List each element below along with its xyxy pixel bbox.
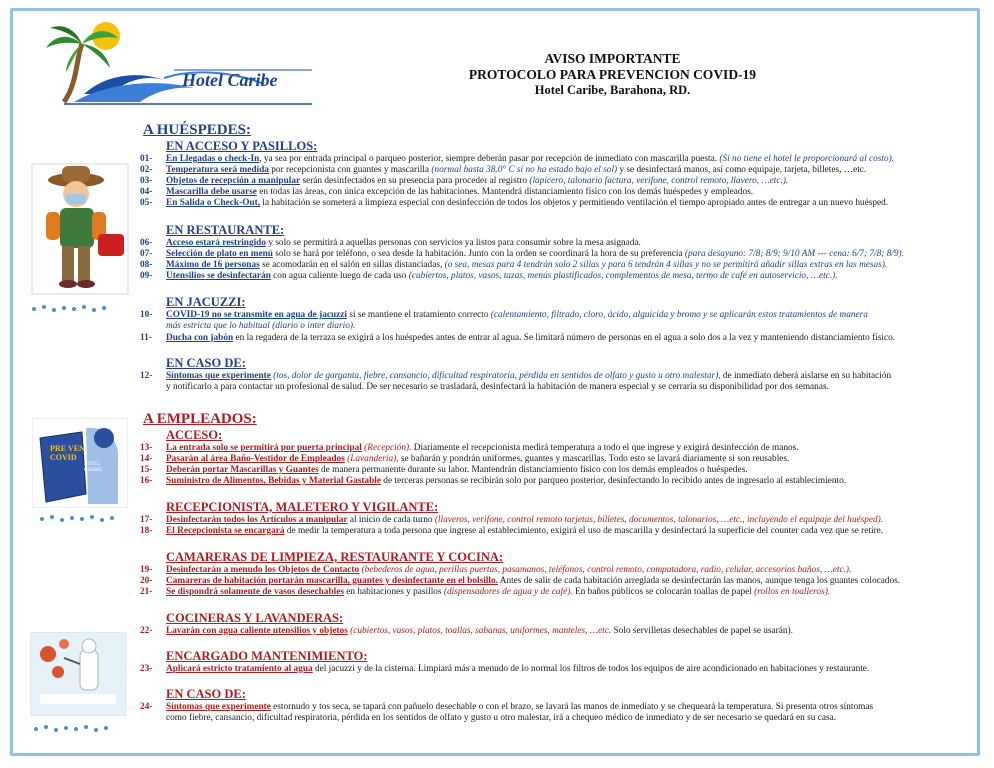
list-item-continuation: más estricta que lo habitual (diario o inter diario). — [166, 321, 356, 331]
list-item: 08- Máximo de 16 personas se acomodarán en el salón en sillas distanciadas, (o sea, mesas para 4 tendrán solo 2 sillas y para 6 tendrán 4 sillas y no se permitirá añadir sillas extras en las mesas). — [140, 260, 888, 270]
list-item: 22- Lavarán con agua caliente utensilios y objetos (cubiertos, vasos, platos, toallas, sabanas, uniformes, manteles, …etc. Solo servilletas desechables de papel se usarán). — [140, 626, 793, 636]
list-item: 10- COVID-19 no se transmite en agua de jacuzzi si se mantiene el tratamiento correcto (calentamiento, filtrado, cloro, ácido, alguicida y bromo y se aplicarán estos tratamientos de manera — [140, 310, 868, 320]
list-item: 15- Deberán portar Mascarillas y Guantes de manera permanente durante su labor. Mantendrán distanciamiento físico con los demás empleados o huéspedes. — [140, 465, 748, 475]
sign-text: PRE VEN COVID — [50, 444, 85, 462]
list-item: 11- Ducha con jabón en la regadera de la terraza se exigirá a los huéspedes antes de entrar al agua. Se limitará número de personas en el agua a solo dos a la vez y manteniendo distanciamiento físico. — [140, 333, 896, 343]
employees-camareras-heading: CAMARERAS DE LIMPIEZA, RESTAURANTE Y COCINA: — [166, 550, 504, 564]
title-line-1: AVISO IMPORTANTE — [544, 51, 681, 66]
list-item: 02- Temperatura será medida por recepcionista con guantes y mascarilla (normal hasta 38.0° C si no ha estado bajo el sol) y se desinfectará manos, así como equipaje, tarjeta, billetes, …etc. — [140, 165, 867, 175]
list-item: 20- Camareras de habitación portarán mascarilla, guantes y desinfectante en el bolsillo. Antes de salir de cada habitación arreglada se desinfectarán las manos, aunque tenga los guantes colocados. — [140, 576, 901, 586]
palm-wave-icon — [44, 22, 314, 106]
list-item: 05- En Salida o Check-Out, la habitación se someterá a limpieza especial con desinfección de todos los objetos y permitiendo ventilación el tiempo apropiado antes de entregar a un nuevo huésped. — [140, 198, 889, 208]
hotel-logo — [44, 22, 314, 106]
list-item: 01- En Llegadas o check-In, ya sea por entrada principal o parqueo posterior, siempre deberán pasar por recepción de inmediato con mascarilla puesta. (Si no tiene el hotel le proporcionará al costo). — [140, 154, 895, 164]
list-item: 06- Acceso estará restringido y solo se permitirá a aquellas personas con servicios ya listos para consumir sobre la mesa asignada. — [140, 238, 641, 248]
list-item: 03- Objetos de recepción a manipular serán desinfectados en su presencia para proceder al registro (lapicero, talonario factura, verifone, control remoto, llavero, …etc.). — [140, 176, 789, 186]
snowflake-divider — [36, 512, 116, 524]
tourist-icon — [28, 158, 136, 298]
guests-heading: A HUÉSPEDES: — [143, 122, 251, 138]
list-item: 23- Aplicará estricto tratamiento al agua del jacuzzi y de la cisterna. Limpiará más a menudo de lo normal los filtros de todos los equipos de aire acondicionado en habitaciones y restaurante. — [140, 664, 870, 674]
list-item: 18- El Recepcionista se encargará de medir la temperatura a toda persona que ingrese al establecimiento, exigirá el uso de mascarilla y desinfectará la superficie del counter cada vez que se retire. — [140, 526, 884, 536]
list-item-continuation: y notificarlo a para contactar un profesional de salud. De ser necesario se trasladará, desinfectará la habitación de manera especial y se cerraría su disponibilidad por dos semanas. — [166, 382, 829, 392]
snowflake-divider — [30, 722, 110, 734]
list-item: 13- La entrada solo se permitirá por puerta principal (Recepción). Diariamente el recepcionista medirá temperatura a todo el que ingrese y exigirá desinfección de manos. — [140, 443, 799, 453]
guests-acceso-heading: EN ACCESO Y PASILLOS: — [166, 139, 318, 153]
employees-cocineras-heading: COCINERAS Y LAVANDERAS: — [166, 611, 344, 625]
title-line-3: Hotel Caribe, Barahona, RD. — [534, 83, 691, 97]
list-item: 21- Se dispondrá solamente de vasos desechables en habitaciones y pasillos (dispensadores de agua y de café). En baños públicos se colocarán toallas de papel (rollos en toalleros). — [140, 587, 831, 597]
employees-acceso-heading: ACCESO: — [166, 428, 223, 442]
list-item: 16- Suministro de Alimentos, Bebidas y Material Gastable de terceras personas se recibirán solo por parqueo posterior, desinfectando lo recibido antes de ingresarlo al establecimiento. — [140, 476, 847, 486]
list-item: 12- Síntomas que experimente (tos, dolor de garganta, fiebre, cansancio, dificultad respiratoria, pérdida en sentidos de olfato y gusto u otro malestar), de inmediato deberá aislarse en su habitación — [140, 371, 892, 381]
list-item: 14- Pasarán al área Baño-Vestidor de Empleados (Lavandería), se bañarán y pondrán uniformes, guantes y mascarillas. Todo esto se lavará diariamente si son reusables. — [140, 454, 790, 464]
snowflake-divider — [28, 302, 108, 314]
list-item: 07- Selección de plato en menú solo se hará por teléfono, o sea desde la habitación. Junto con la orden se coordinará la hora de su preferencia (para desayuno: 7/8; 8/9; 9/10 AM --- cena: 6/7; 7/8; 8/9). — [140, 249, 904, 259]
list-item: 09- Utensilios se desinfectarán con agua caliente luego de cada uso (cubiertos, platos, vasos, tazas, menús plastificados, complementos de mesa, termo de café en autoservicio, …etc.). — [140, 271, 838, 281]
employees-heading: A EMPLEADOS: — [143, 411, 257, 427]
hotel-brand-text: Hotel Caribe — [182, 70, 278, 90]
document-title — [430, 51, 795, 98]
list-item: 17- Desinfectarán todos los Artículos a manipular al inicio de cada turno (llaveros, verifone, control remoto tarjetas, billetes, documentos, talonarios, …etc., incluyendo el equipaje del huésped). — [140, 515, 884, 525]
employees-mantenimiento-heading: ENCARGADO MANTENIMIENTO: — [166, 649, 368, 663]
suit-text: HOTEL CARIBE — [84, 462, 103, 473]
list-item: 24- Síntomas que experimente estornudo y tos seca, se tapará con pañuelo desechable o con el brazo, se lavará las manos de inmediato y se chequeará la temperatura. Si presenta otros síntomas — [140, 702, 874, 712]
sprayer-virus-icon — [30, 632, 126, 716]
list-item: 19- Desinfectarán a menudo los Objetos de Contacto (bebederos de agua, perillas puertas, pasamanos, teléfonos, control remoto, computadora, radio, celular, accesorios baños, …etc.). — [140, 565, 852, 575]
list-item: 04- Mascarilla debe usarse en todas las áreas, con única excepción de las habitaciones. Mantendrá distanciamiento físico con los demás huéspedes y empleados. — [140, 187, 754, 197]
guests-restaurante-heading: EN RESTAURANTE: — [166, 223, 285, 237]
guests-jacuzzi-heading: EN JACUZZI: — [166, 295, 246, 309]
title-line-2: PROTOCOLO PARA PREVENCION COVID-19 — [468, 67, 757, 82]
guests-caso-heading: EN CASO DE: — [166, 356, 246, 370]
employees-caso-heading: EN CASO DE: — [166, 687, 246, 701]
list-item-continuation: como fiebre, cansancio, dificultad respiratoria, pérdida en los sentidos de olfato y gusto u otro malestar, irá a chequeo médico de inmediato y de ser necesario se quedará en su casa. — [166, 713, 837, 723]
employees-recepcion-heading: RECEPCIONISTA, MALETERO Y VIGILANTE: — [166, 500, 439, 514]
